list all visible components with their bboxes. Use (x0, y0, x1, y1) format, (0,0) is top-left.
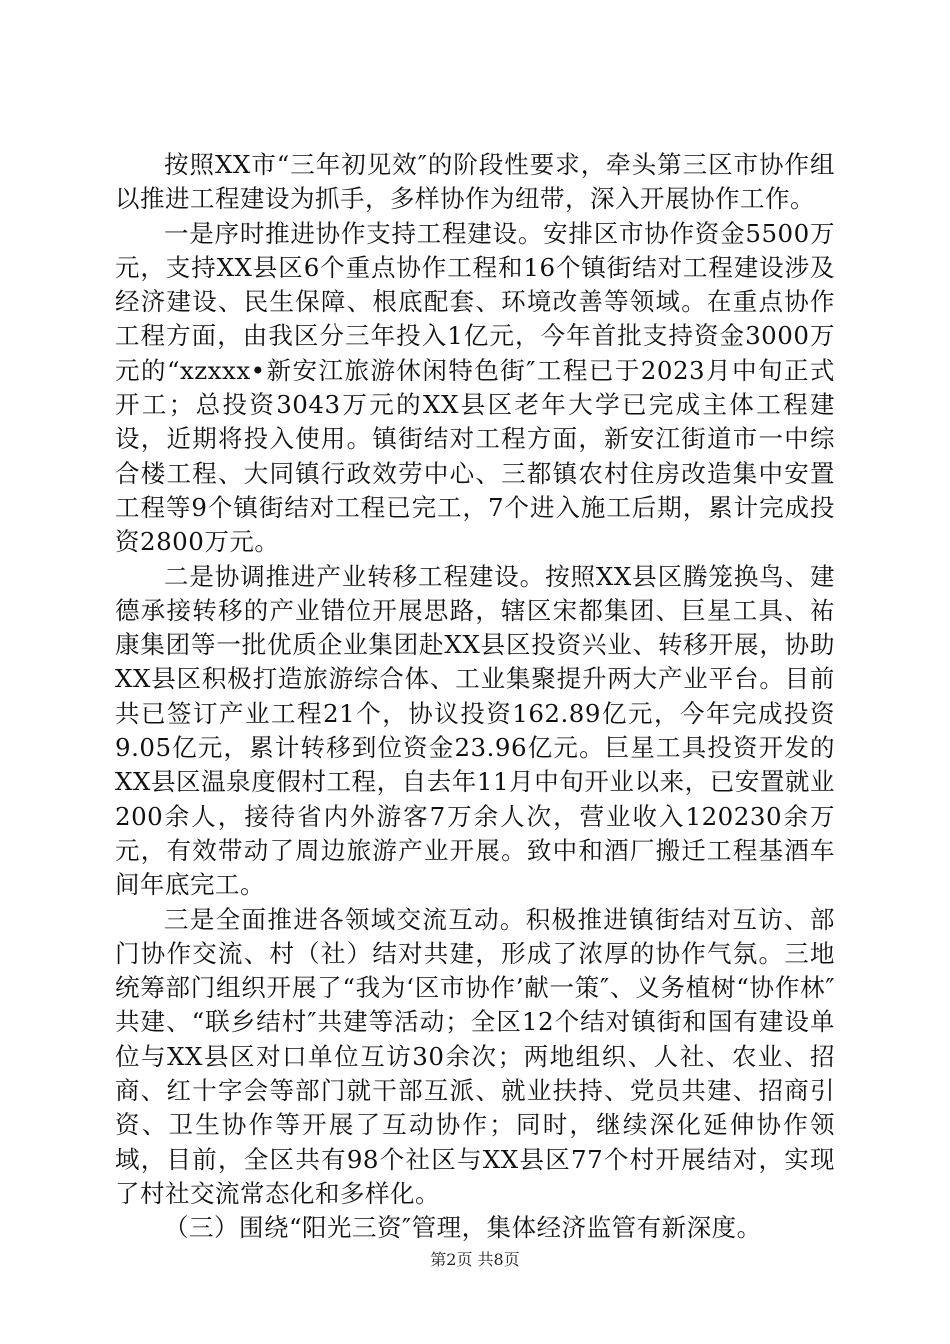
document-body (115, 148, 835, 1246)
paragraph-intro: 按照XX市“三年初见效″的阶段性要求，牵头第三区市协作组以推进工程建设为抓手，多样协作为纽带，深入开展协作工作。 (115, 150, 835, 214)
paragraph-project-support: 一是序时推进协作支持工程建设。安排区市协作资金5500万元，支持XX县区6个重点协作工程和16个镇街结对工程建设涉及经济建设、民生保障、根底配套、环境改善等领域。在重点协作工程方面，由我区分三年投入1亿元，今年首批支持资金3000万元的“xzxxx•新安江旅游休闲特色街″工程已于2023月中旬正式开工；总投资3043万元的XX县区老年大学已完成主体工程建设，近期将投入使用。镇街结对工程方面，新安江街道市一中综合楼工程、大同镇行政效劳中心、三都镇农村住房改造集中安置工程等9个镇街结对工程已完工，7个进入施工后期，累计完成投资2800万元。 (115, 218, 835, 557)
paragraph-section-heading: （三）围绕“阳光三资″管理，集体经济监管有新深度。 (164, 1213, 762, 1243)
paragraph-exchange: 三是全面推进各领域交流互动。积极推进镇街结对互访、部门协作交流、村（社）结对共建，形成了浓厚的协作气氛。三地统筹部门组织开展了“我为‘区市协作’献一策″、义务植树“协作林″共建、“联乡结村″共建等活动；全区12个结对镇街和国有建设单位与XX县区对口单位互访30余次；两地组织、人社、农业、招商、红十字会等部门就干部互派、就业扶持、党员共建、招商引资、卫生协作等开展了互动协作；同时，继续深化延伸协作领域，目前，全区共有98个社区与XX县区77个村开展结对，实现了村社交流常态化和多样化。 (115, 904, 835, 1208)
paragraph-industry-transfer: 二是协调推进产业转移工程建设。按照XX县区腾笼换鸟、建德承接转移的产业错位开展思路，辖区宋都集团、巨星工具、祐康集团等一批优质企业集团赴XX县区投资兴业、转移开展，协助XX县区积极打造旅游综合体、工业集聚提升两大产业平台。目前共已签订产业工程21个，协议投资162.89亿元，今年完成投资9.05亿元，累计转移到位资金23.96亿元。巨星工具投资开发的XX县区温泉度假村工程，自去年11月中旬开业以来，已安置就业200余人，接待省内外游客7万余人次，营业收入120230余万元，有效带动了周边旅游产业开展。致中和酒厂搬迁工程基酒车间年底完工。 (115, 561, 835, 900)
page-number-footer: 第2页 共8页 (430, 1250, 520, 1269)
